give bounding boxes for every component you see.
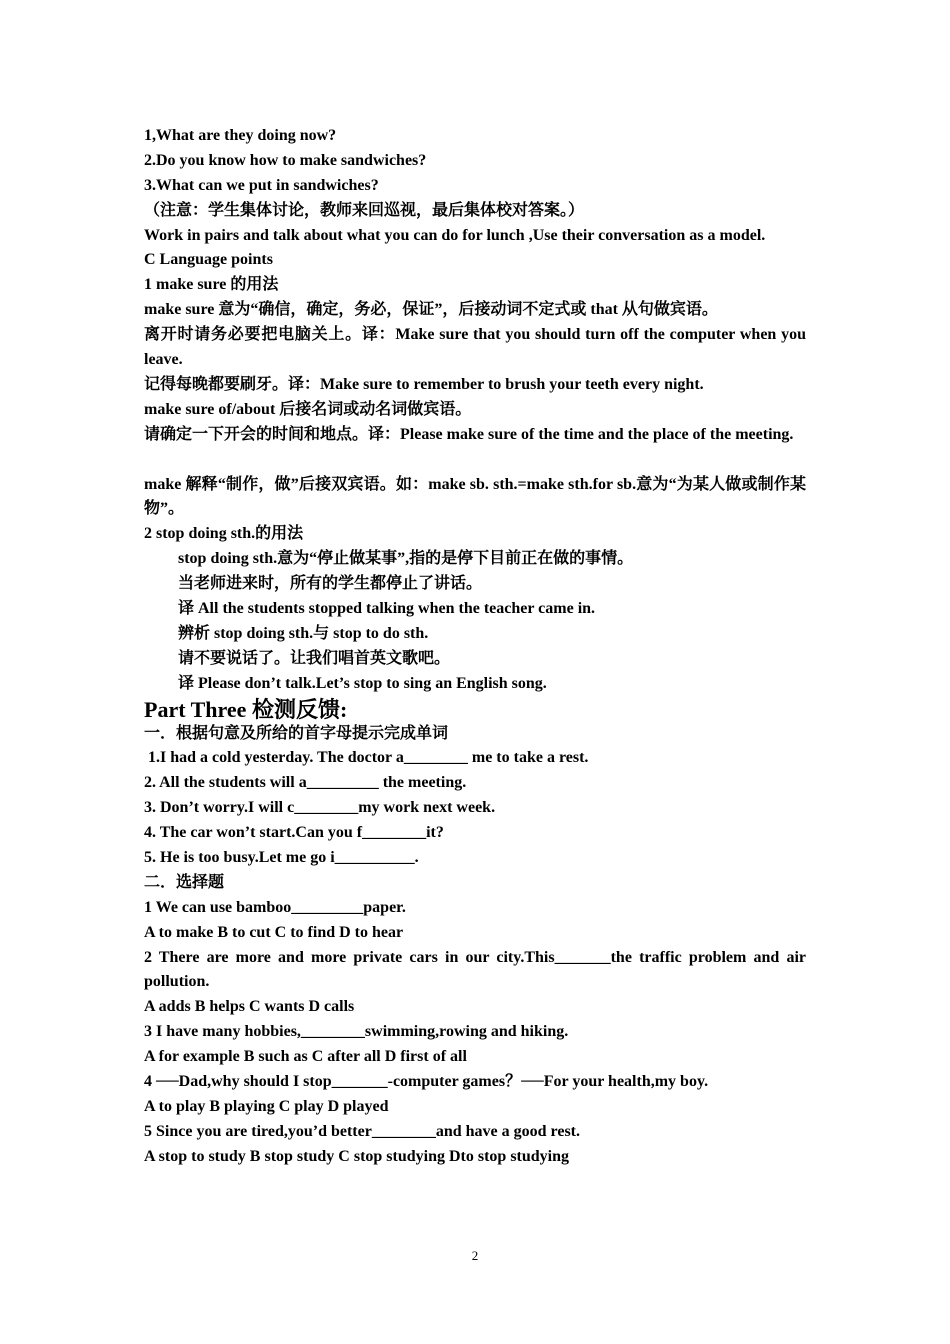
pair-work-instruction: Work in pairs and talk about what you can do for lunch ,Use their conversation as a model. [144, 226, 766, 244]
point1-title: 1 make sure 的用法 [144, 276, 279, 294]
fill-in-item: 5. He is too busy.Let me go i__________. [144, 848, 419, 866]
page-number: 2 [471, 1248, 479, 1263]
question-1: 1,What are they doing now? [144, 127, 337, 144]
point1-line: make sure of/about 后接名词或动名词做宾语。 [144, 400, 472, 418]
point2-line: 译 All the students stopped talking when the teacher came in. [178, 599, 596, 617]
question-2: 2.Do you know how to make sandwiches? [144, 151, 427, 169]
part-three-heading: Part Three 检测反馈: [144, 696, 348, 722]
language-points-title: C Language points [144, 251, 273, 269]
point1-line: 记得每晚都要刷牙。译：Make sure to remember to brush your teeth every night. [144, 375, 704, 393]
section2-title: 二．选择题 [144, 873, 225, 891]
fill-in-item: 1.I had a cold yesterday. The doctor a________ me to take a rest. [148, 749, 589, 767]
choice-question: 5 Since you are tired,you’d better________and have a good rest. [144, 1122, 580, 1140]
choice-options: A stop to study B stop study C stop studying Dto stop studying [144, 1147, 570, 1165]
fill-in-item: 2. All the students will a_________ the meeting. [144, 774, 467, 792]
document-page [144, 124, 806, 1170]
point1-line: 离开时请务必要把电脑关上。译：Make sure that you should turn off the computer when you leave. [144, 326, 806, 369]
choice-question: 1 We can use bamboo_________paper. [144, 898, 406, 916]
point1-line: make 解释“制作，做”后接双宾语。如：make sb. sth.=make sth.for sb.意为“为某人做或制作某物”。 [144, 475, 806, 518]
fill-in-item: 3. Don’t worry.I will c________my work next week. [144, 799, 496, 817]
choice-options: A adds B helps C wants D calls [144, 998, 355, 1016]
point2-line: 当老师进来时，所有的学生都停止了讲话。 [178, 575, 483, 593]
point2-line: stop doing sth.意为“停止做某事”,指的是停下目前正在做的事情。 [178, 550, 634, 568]
question-3: 3.What can we put in sandwiches? [144, 176, 379, 194]
choice-options: A for example B such as C after all D first of all [144, 1048, 467, 1066]
point1-line: 请确定一下开会的时间和地点。译：Please make sure of the time and the place of the meeting. [144, 425, 794, 443]
point2-line: 辨析 stop doing sth.与 stop to do sth. [178, 624, 429, 642]
point2-title: 2 stop doing sth.的用法 [144, 525, 304, 543]
section1-title: 一．根据句意及所给的首字母提示完成单词 [144, 724, 449, 742]
point1-line: make sure 意为“确信，确定，务必，保证”，后接动词不定式或 that 从句做宾语。 [144, 301, 718, 319]
fill-in-item: 4. The car won’t start.Can you f________it? [144, 824, 444, 842]
choice-options: A to play B playing C play D played [144, 1097, 389, 1115]
point2-line: 译 Please don’t talk.Let’s stop to sing an English song. [178, 674, 547, 692]
teacher-note: （注意：学生集体讨论，教师来回巡视，最后集体校对答案。） [144, 201, 585, 219]
choice-question: 2 There are more and more private cars in our city.This_______the traffic problem and air pollution. [144, 948, 806, 991]
choice-question: 3 I have many hobbies,________swimming,rowing and hiking. [144, 1023, 569, 1041]
choice-options: A to make B to cut C to find D to hear [144, 923, 404, 941]
choice-question: 4 ──Dad,why should I stop_______-computer games？──For your health,my boy. [144, 1073, 709, 1091]
point2-line: 请不要说话了。让我们唱首英文歌吧。 [178, 649, 451, 667]
